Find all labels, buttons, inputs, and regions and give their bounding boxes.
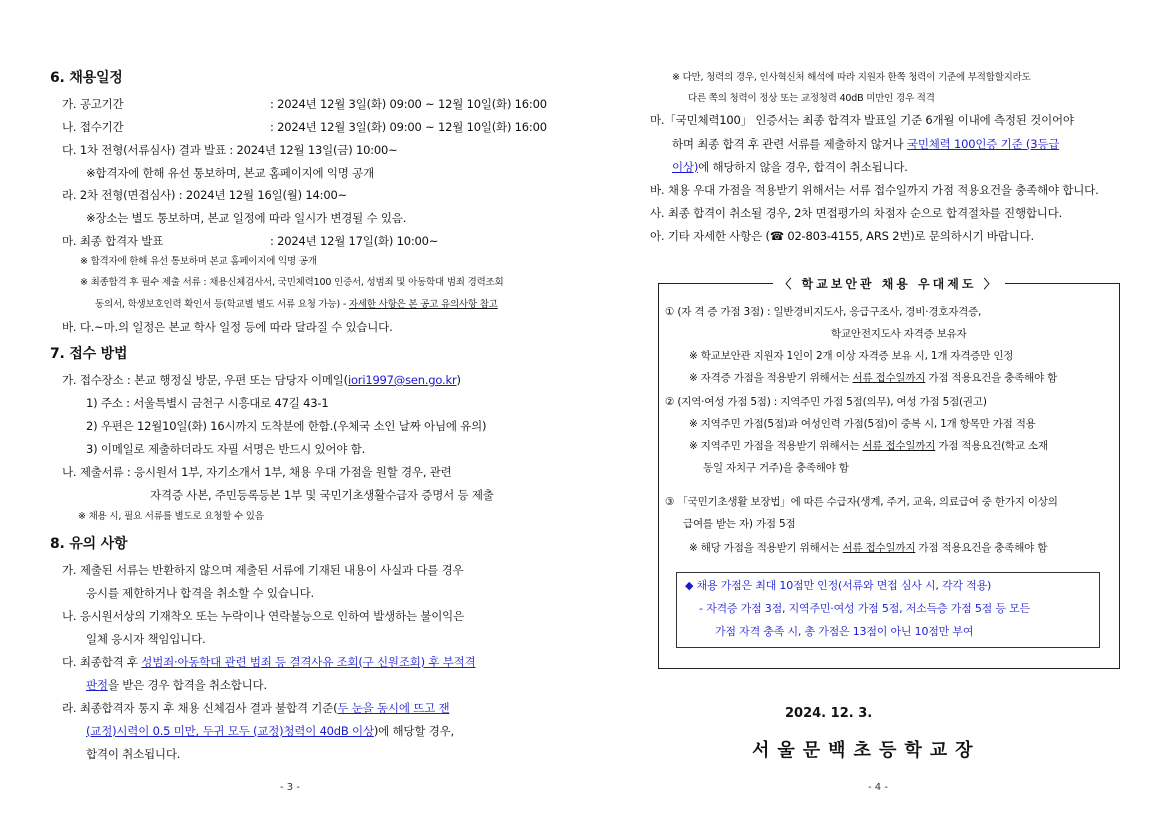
caution-b-2: 일체 응시자 책임입니다. [86, 632, 206, 646]
email-signature-note: 3) 이메일로 제출하더라도 자필 서명은 반드시 있어야 함. [86, 442, 366, 456]
documents-note: ※ 채용 시, 필요 서류를 별도로 요청할 수 있음 [78, 511, 264, 522]
contact-info: 아. 기타 자세한 사항은 (☎ 02-803-4155, ARS 2번)로 문의하시기 바랍니다. [650, 229, 1034, 243]
bonus-limit-3: 가점 자격 충족 시, 총 가점은 13점이 아닌 10점만 부여 [715, 625, 974, 638]
email-link[interactable]: iori1997@sen.go.kr [347, 373, 457, 387]
application-period-value: : 2024년 12월 3일(화) 09:00 ~ 12월 10일(화) 16:00 [270, 120, 547, 134]
section-6-heading: 6. 채용일정 [50, 70, 123, 86]
caution-a-1: 가. 제출된 서류는 반환하지 않으며 제출된 서류에 기재된 내용이 사실과 다를 경우 [62, 563, 464, 577]
first-stage-result: 다. 1차 전형(서류심사) 결과 발표 : 2024년 12월 13일(금) 10:00~ [62, 143, 398, 157]
final-note-3: 동의서, 학생보호인력 확인서 등(학교별 별도 서류 요청 가능) - 자세한 사항은 본 공고 유의사항 참고 [95, 299, 498, 310]
box-item-1b: 학교안전지도사 자격증 보유자 [831, 328, 967, 340]
documents-line-1: 나. 제출서류 : 응시원서 1부, 자기소개서 1부, 채용 우대 가점을 원할 경우, 관련 [62, 465, 452, 479]
submission-place: 가. 접수장소 : 본교 행정실 방문, 우편 또는 담당자 이메일(iori1997@sen.go.kr) [62, 373, 461, 387]
box-item-3b: 급여를 받는 자) 가점 5점 [683, 518, 796, 530]
preference-box-title: 〈 학교보안관 채용 우대제도 〉 [773, 277, 1004, 291]
fitness-line-2: 하며 최종 합격 후 관련 서류를 제출하지 않거나 국민체력 100인증 기준 (3등급 [672, 137, 1060, 151]
box-note-4: ※ 지역주민 가점을 적용받기 위해서는 서류 접수일까지 가점 적용요건(학교 소재 [689, 440, 1048, 452]
page-number-4: - 4 - [868, 782, 888, 793]
page-number-3: - 3 - [280, 782, 300, 793]
caution-d-3: 합격이 취소됩니다. [86, 747, 181, 761]
first-stage-note: ※합격자에 한해 유선 통보하며, 본교 홈페이지에 익명 공개 [86, 166, 374, 180]
application-period-label: 나. 접수기간 [62, 120, 124, 134]
box-note-1: ※ 학교보안관 지원자 1인이 2개 이상 자격증 보유 시, 1개 자격증만 인정 [689, 350, 1014, 362]
schedule-change-note: 바. 다.~마.의 일정은 본교 학사 일정 등에 따라 달라질 수 있습니다. [62, 320, 393, 334]
mail-deadline: 2) 우편은 12월10일(화) 16시까지 도착분에 한함.(우체국 소인 날짜 아님에 유의) [86, 419, 487, 433]
bonus-limit-box [676, 572, 1100, 648]
box-item-2: ② (지역·여성 가점 5점) : 지역주민 가점 5점(의무), 여성 가점 5점(권고) [665, 396, 987, 408]
caution-b-1: 나. 응시원서상의 기재착오 또는 누락이나 연락불능으로 인하여 발생하는 불이익은 [62, 609, 465, 623]
announcement-date: 2024. 12. 3. [785, 706, 873, 721]
caution-c-1: 다. 최종합격 후 성범죄·아동학대 관련 범죄 등 결격사유 조회(구 신원조회) 후 부적격 [62, 655, 476, 669]
final-note-1: ※ 합격자에 한해 유선 통보하며 본교 홈페이지에 익명 공개 [80, 256, 317, 267]
documents-line-2: 자격증 사본, 주민등록등본 1부 및 국민기초생활수급자 증명서 등 제출 [150, 488, 494, 502]
bonus-limit-1: ◆ 채용 가점은 최대 10점만 인정(서류와 면접 심사 시, 각각 적용) [685, 579, 992, 592]
box-note-4b: 동일 자치구 거주)을 충족해야 함 [703, 462, 849, 474]
address-line: 1) 주소 : 서울특별시 금천구 시흥대로 47길 43-1 [86, 396, 329, 410]
final-announcement-value: : 2024년 12월 17일(화) 10:00~ [270, 234, 439, 248]
box-item-1: ① (자 격 증 가점 3점) : 일반경비지도사, 응급구조사, 경비·경호자격증, [665, 306, 982, 318]
second-stage: 라. 2차 전형(면접심사) : 2024년 12월 16일(월) 14:00~ [62, 188, 347, 202]
bonus-requirement: 바. 채용 우대 가점을 적용받기 위해서는 서류 접수일까지 가점 적용요건을 충족해야 합니다. [650, 183, 1099, 197]
fitness-line-1: 마.「국민체력100」 인증서는 최종 합격자 발표일 기준 6개월 이내에 측정된 것이어야 [650, 113, 1074, 127]
caution-d-2: (교정)시력이 0.5 미만, 두귀 모두 (교정)청력이 40dB 이상)에 해당할 경우, [86, 724, 454, 738]
box-note-5: ※ 해당 가점을 적용받기 위해서는 서류 접수일까지 가점 적용요건을 충족해야 함 [689, 542, 1048, 554]
fitness-line-3: 이상)에 해당하지 않을 경우, 합격이 취소됩니다. [672, 160, 908, 174]
section-8-heading: 8. 유의 사항 [50, 536, 128, 552]
cancellation-order: 사. 최종 합격이 취소될 경우, 2차 면접평가의 차점자 순으로 합격절차를 진행합니다. [650, 206, 1063, 220]
preference-box [658, 277, 1120, 669]
notice-period-value: : 2024년 12월 3일(화) 09:00 ~ 12월 10일(화) 16:00 [270, 97, 547, 111]
final-note-2: ※ 최종합격 후 필수 제출 서류 : 채용신체검사서, 국민체력100 인증서, 성범죄 및 아동학대 범죄 경력조회 [80, 277, 504, 288]
second-stage-note: ※장소는 별도 통보하며, 본교 일정에 따라 일시가 변경될 수 있음. [86, 211, 407, 225]
box-note-2: ※ 자격증 가점을 적용받기 위해서는 서류 접수일까지 가점 적용요건을 충족해야 함 [689, 372, 1058, 384]
box-item-3: ③ 「국민기초생활 보장법」에 따른 수급자(생계, 주거, 교육, 의료급여 중 한가지 이상의 [665, 496, 1058, 508]
caution-d-1: 라. 최종합격자 통지 후 채용 신체검사 결과 불합격 기준(두 눈을 동시에 뜨고 잰 [62, 701, 450, 715]
hearing-note-1: ※ 다만, 청력의 경우, 인사혁신처 해석에 따라 지원자 한쪽 청력이 기준에 부적합할지라도 [672, 72, 1031, 83]
bonus-limit-2: - 자격증 가점 3점, 지역주민·여성 가점 5점, 저소득층 가점 5점 등 모든 [699, 602, 1030, 615]
final-announcement-label: 마. 최종 합격자 발표 [62, 234, 164, 248]
section-7-heading: 7. 접수 방법 [50, 346, 128, 362]
hearing-note-2: 다른 쪽의 청력이 정상 또는 교정청력 40dB 미만인 경우 적격 [688, 93, 935, 104]
notice-period-label: 가. 공고기간 [62, 97, 124, 111]
caution-c-2: 판정을 받은 경우 합격을 취소합니다. [86, 678, 267, 692]
school-signature: 서울문백초등학교장 [752, 740, 981, 761]
box-note-3: ※ 지역주민 가점(5점)과 여성인력 가점(5점)이 중복 시, 1개 항목만 가점 적용 [689, 418, 1036, 430]
caution-a-2: 응시를 제한하거나 합격을 취소할 수 있습니다. [86, 586, 315, 600]
